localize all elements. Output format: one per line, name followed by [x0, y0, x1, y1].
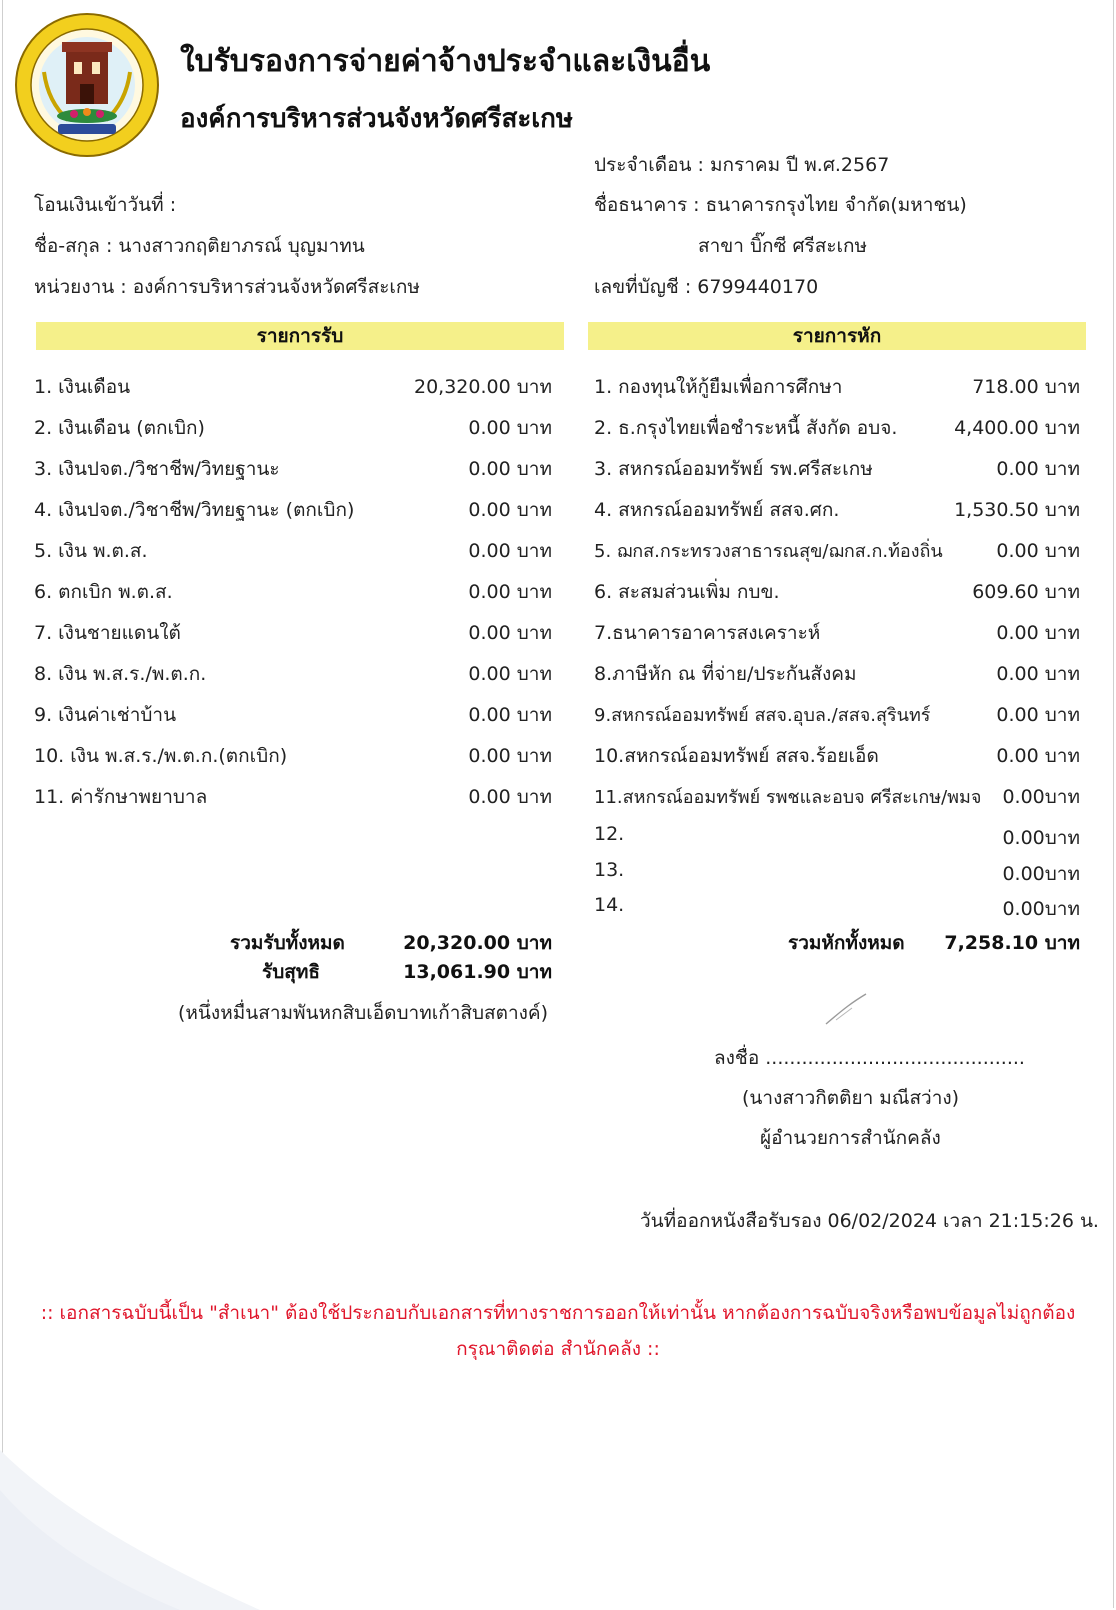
deduction-total-label: รวมหักทั้งหมด — [788, 932, 905, 954]
income-item-label: 1. เงินเดือน — [34, 376, 131, 398]
income-item-label: 4. เงินปจต./วิชาชีพ/วิทยฐานะ (ตกเบิก) — [34, 499, 355, 521]
income-item-amount: 0.00 บาท — [468, 786, 552, 808]
deduction-item-label: 10.สหกรณ์ออมทรัพย์ สสจ.ร้อยเอ็ด — [594, 745, 879, 767]
employee-name: ชื่อ-สกุล : นางสาวกฤติยาภรณ์ บุญมาทน — [34, 235, 365, 257]
income-item-amount: 0.00 บาท — [468, 499, 552, 521]
deduction-item-amount: 0.00บาท — [1002, 898, 1080, 920]
organization-name: องค์การบริหารส่วนจังหวัดศรีสะเกษ — [180, 104, 574, 134]
income-item-amount: 0.00 บาท — [468, 663, 552, 685]
organization-seal-logo — [14, 12, 160, 158]
income-item-amount: 0.00 บาท — [468, 622, 552, 644]
deduction-item-amount: 0.00บาท — [1002, 827, 1080, 849]
income-total-label: รวมรับทั้งหมด — [230, 932, 345, 954]
income-item-label: 11. ค่ารักษาพยาบาล — [34, 786, 208, 808]
deduction-total-amount: 7,258.10 บาท — [944, 932, 1080, 954]
deduction-item-label: 1. กองทุนให้กู้ยืมเพื่อการศึกษา — [594, 376, 843, 398]
document-title: ใบรับรองการจ่ายค่าจ้างประจำและเงินอื่น — [180, 44, 711, 79]
deduction-item-amount: 718.00 บาท — [972, 376, 1080, 398]
pay-period: ประจำเดือน : มกราคม ปี พ.ศ.2567 — [594, 154, 890, 176]
income-item-label: 8. เงิน พ.ส.ร./พ.ต.ก. — [34, 663, 207, 685]
income-item-amount: 20,320.00 บาท — [414, 376, 552, 398]
decorative-corner-pattern — [0, 1410, 260, 1610]
deduction-item-label: 5. ฌกส.กระทรวงสาธารณสุข/ฌกส.ก.ท้องถิ่น — [594, 541, 943, 562]
income-item-label: 6. ตกเบิก พ.ต.ส. — [34, 581, 173, 603]
income-item-label: 7. เงินชายแดนใต้ — [34, 622, 181, 644]
signature-line: ลงชื่อ ........................................... — [714, 1047, 1025, 1069]
deduction-heading: รายการหัก — [588, 322, 1086, 350]
net-pay-in-words: (หนึ่งหมื่นสามพันหกสิบเอ็ดบาทเก้าสิบสตางค์) — [178, 1002, 549, 1024]
signer-title: ผู้อำนวยการสำนักคลัง — [760, 1127, 941, 1149]
net-pay-label: รับสุทธิ — [262, 961, 320, 983]
deduction-item-amount: 0.00 บาท — [960, 536, 1080, 566]
income-item-amount: 0.00 บาท — [468, 458, 552, 480]
deduction-item-amount: 0.00 บาท — [960, 700, 1080, 730]
deduction-item-amount: 1,530.50 บาท — [954, 499, 1080, 521]
bank-branch: สาขา บิ๊กซี ศรีสะเกษ — [698, 235, 868, 257]
deduction-item-label: 4. สหกรณ์ออมทรัพย์ สสจ.ศก. — [594, 499, 840, 521]
copy-notice-line2: กรุณาติดต่อ สำนักคลัง :: — [456, 1338, 660, 1360]
deduction-item-amount: 0.00 บาท — [996, 745, 1080, 767]
signature-scribble — [822, 990, 870, 1030]
income-total-amount: 20,320.00 บาท — [403, 932, 552, 954]
income-item-label: 5. เงิน พ.ต.ส. — [34, 540, 148, 562]
deduction-item-label: 6. สะสมส่วนเพิ่ม กบข. — [594, 581, 780, 603]
deduction-item-label: 13. — [594, 859, 625, 881]
deduction-item-amount: 0.00บาท — [1000, 782, 1080, 812]
income-item-amount: 0.00 บาท — [468, 540, 552, 562]
deduction-item-label: 14. — [594, 894, 625, 916]
copy-notice-line1: :: เอกสารฉบับนี้เป็น "สำเนา" ต้องใช้ประกอบกับเอกสารที่ทางราชการออกให้เท่านั้น หากต้องการฉบับจริงหรือพบข้อมูลไม่ถูกต้อง — [40, 1302, 1076, 1324]
deduction-item-label: 8.ภาษีหัก ณ ที่จ่าย/ประกันสังคม — [594, 663, 857, 685]
income-item-amount: 0.00 บาท — [468, 417, 552, 439]
employee-unit: หน่วยงาน : องค์การบริหารส่วนจังหวัดศรีสะเกษ — [34, 276, 420, 298]
signer-name: (นางสาวกิตติยา มณีสว่าง) — [742, 1087, 960, 1109]
account-number: เลขที่บัญชี : 6799440170 — [594, 276, 819, 298]
deduction-item-amount: 0.00บาท — [1002, 863, 1080, 885]
income-item-amount: 0.00 บาท — [468, 745, 552, 767]
bank-name: ชื่อธนาคาร : ธนาคารกรุงไทย จำกัด(มหาชน) — [594, 194, 967, 216]
deduction-item-label: 9.สหกรณ์ออมทรัพย์ สสจ.อุบล./สสจ.สุรินทร์ — [594, 705, 931, 726]
income-item-label: 9. เงินค่าเช่าบ้าน — [34, 704, 177, 726]
deduction-item-amount: 0.00 บาท — [996, 458, 1080, 480]
income-item-label: 2. เงินเดือน (ตกเบิก) — [34, 417, 205, 439]
deduction-item-amount: 0.00 บาท — [996, 663, 1080, 685]
deduction-item-amount: 609.60 บาท — [972, 581, 1080, 603]
income-item-amount: 0.00 บาท — [468, 704, 552, 726]
deduction-item-label: 7.ธนาคารอาคารสงเคราะห์ — [594, 622, 821, 644]
deduction-item-amount: 4,400.00 บาท — [954, 417, 1080, 439]
income-heading: รายการรับ — [36, 322, 564, 350]
deduction-item-amount: 0.00 บาท — [996, 622, 1080, 644]
deduction-item-label: 12. — [594, 823, 625, 845]
net-pay-amount: 13,061.90 บาท — [403, 961, 552, 983]
income-item-amount: 0.00 บาท — [468, 581, 552, 603]
deduction-item-label: 2. ธ.กรุงไทยเพื่อชำระหนี้ สังกัด อบจ. — [594, 417, 898, 439]
income-item-label: 3. เงินปจต./วิชาชีพ/วิทยฐานะ — [34, 458, 280, 480]
issued-timestamp: วันที่ออกหนังสือรับรอง 06/02/2024 เวลา 21:15:26 น. — [640, 1210, 1099, 1232]
income-item-label: 10. เงิน พ.ส.ร./พ.ต.ก.(ตกเบิก) — [34, 745, 288, 767]
deduction-item-label: 3. สหกรณ์ออมทรัพย์ รพ.ศรีสะเกษ — [594, 458, 873, 480]
transfer-date: โอนเงินเข้าวันที่ : — [34, 194, 177, 216]
deduction-item-label: 11.สหกรณ์ออมทรัพย์ รพชและอบจ ศรีสะเกษ/พมจ — [594, 787, 982, 808]
